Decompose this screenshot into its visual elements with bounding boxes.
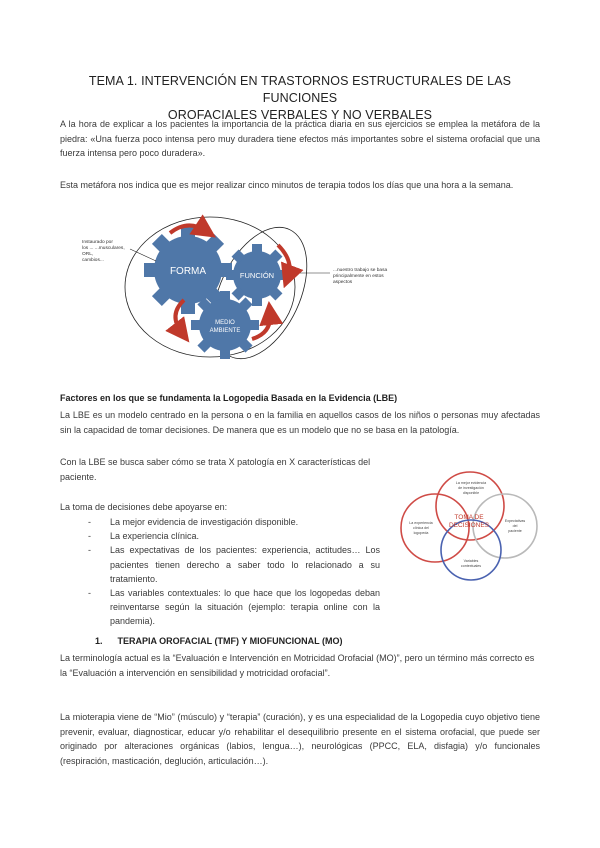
venn-label-top-3: disponible [462, 491, 480, 495]
intro-paragraph-2: Esta metáfora nos indica que es mejor realizar cinco minutos de terapia todos los días que una hora a la semana. [60, 180, 514, 190]
gear-label-funcion: FUNCIÓN [239, 271, 275, 280]
lbe-paragraph-1: La LBE es un modelo centrado en la persona o en la familia en aquellos casos de los niños o personas muy afectadas sin la capacidad de tomar decisiones. De manera que es un modelo que no se basa en la patología. [60, 410, 540, 435]
venn-label-right-3: paciente [508, 529, 522, 533]
title-line-1: TEMA 1. INTERVENCIÓN EN TRASTORNOS ESTRUCTURALES DE LAS FUNCIONES [88, 74, 512, 105]
section-1-paragraph-1: La terminología actual es la “Evaluación e Intervención en Motricidad Orofacial (MO)”, pero un término más correcto es la “Evaluación a intervención en sensibilidad y motricidad orofacial”. [60, 653, 535, 678]
gears-diagram [60, 205, 360, 370]
venn-label-bottom-2: contextuales [460, 564, 482, 568]
title-line-2: OROFACIALES VERBALES Y NO VERBALES [167, 108, 433, 122]
decision-list-item: - La mejor evidencia de investigación disponible. [80, 515, 380, 529]
venn-label-top-2: de investigación [458, 486, 484, 490]
section-1-heading: 1. TERAPIA OROFACIAL (TMF) Y MIOFUNCIONAL (MO) [95, 636, 343, 646]
venn-diagram [397, 466, 543, 586]
lbe-paragraph-2: Con la LBE se busca saber cómo se trata X patología en X características del paciente. [60, 457, 371, 482]
venn-label-left-2: clínica del [413, 526, 429, 530]
decision-list-item: - La experiencia clínica. [80, 529, 380, 543]
gears-note-left: Instaurado por los ... ...musculares, ORL, cambios... [82, 240, 125, 263]
decision-list-item: - Las expectativas de los pacientes: experiencia, actitudes… Los pacientes tienen derecho a saber todo lo relacionado a su tratamiento. [80, 543, 380, 586]
venn-circle-bottom [441, 520, 501, 580]
lbe-heading: Factores en los que se fundamenta la Logopedia Basada en la Evidencia (LBE) [60, 393, 398, 403]
venn-label-left-1: La experiencia [409, 521, 433, 525]
gear-label-ambiente: AMBIENTE [209, 328, 241, 334]
decision-list [80, 515, 380, 629]
lbe-paragraph-3: La toma de decisiones debe apoyarse en: [60, 502, 228, 512]
section-1-paragraph-2: La mioterapia viene de “Mio” (músculo) y “terapia” (curación), y es una especialidad de la Logopedia cuyo objetivo tiene prevenir, evaluar, diagnosticar, educar y/o rehabilitar el desequilibrio presente en el sistema orofacial, que puede ser originado por alteraciones orgánicas (labios, lengua…), neurológicas (PPCC, ELA, disfagia) y/o funcionales (respiración, masticación, deglución, articulación…). [60, 712, 540, 766]
decision-list-item: - Las variables contextuales: lo que hace que los logopedas deban reinventarse según la situación (ejemplo: terapia online con la pandemia). [80, 586, 380, 629]
venn-label-bottom-1: Variables [463, 559, 479, 563]
venn-center-line-2: DECISIONES [448, 522, 490, 529]
venn-label-left-3: logopeda [413, 531, 429, 535]
venn-label-right-2: del [512, 524, 518, 528]
intro-paragraph-1: A la hora de explicar a los pacientes la importancia de la práctica diaria en sus ejercicios se emplea la metáfora de la piedra: «Una fuerza poco intensa pero muy duradera tiene efectos más importantes sobre el sistema orofacial que una fuerza intensa pero poco duradera». [60, 119, 540, 158]
gear-label-medio: MEDIO [215, 320, 235, 326]
venn-center-line-1: TOMA DE [454, 514, 484, 521]
venn-label-right-1: Expectativas [504, 519, 526, 523]
gears-note-right: ...nuestro trabajo se basa principalmente en estos aspectos [333, 268, 388, 285]
venn-label-top-1: La mejor evidencia [455, 481, 487, 485]
gear-label-forma: FORMA [169, 266, 207, 277]
